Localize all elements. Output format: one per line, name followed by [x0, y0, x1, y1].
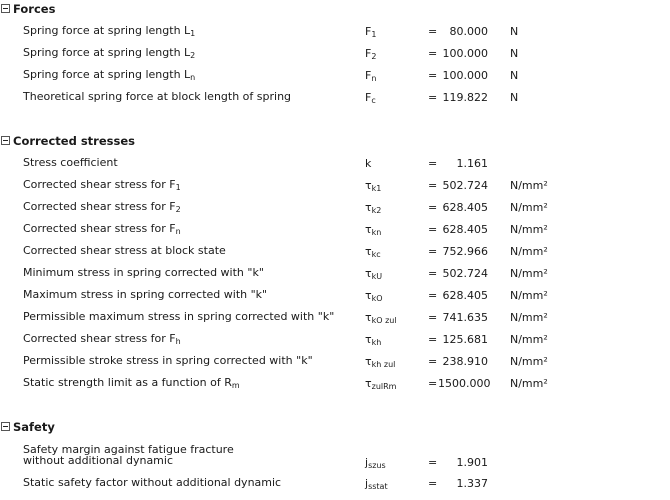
table-row	[0, 263, 670, 285]
table-row	[0, 65, 670, 87]
equals-sign: =	[428, 245, 438, 258]
table-row	[0, 87, 670, 109]
row-symbol: $\tau_{kn}$	[365, 223, 382, 237]
row-unit: N/mm²	[510, 245, 548, 258]
row-value: 741.635	[442, 311, 488, 324]
row-symbol: $\tau_{kh}$	[365, 333, 382, 347]
row-symbol: $\tau_{kO zul}$	[365, 311, 397, 325]
row-value: 628.405	[442, 223, 488, 236]
section-title: Forces	[13, 2, 56, 16]
row-symbol: $\tau_{kU}$	[365, 267, 383, 281]
row-symbol: $F_1$	[365, 25, 377, 39]
row-symbol: $\tau_{zulRm}$	[365, 377, 397, 391]
row-value: 502.724	[442, 179, 488, 192]
section-header-forces[interactable]	[0, 0, 670, 20]
row-label: Spring force at spring length Ln	[23, 68, 196, 82]
row-value: 100.000	[442, 69, 488, 82]
row-symbol: $F_c$	[365, 91, 376, 105]
table-row	[0, 43, 670, 65]
row-label: Minimum stress in spring corrected with "k"	[23, 266, 264, 279]
row-unit: N/mm²	[510, 201, 548, 214]
row-value: 80.000	[449, 25, 488, 38]
table-row	[0, 441, 670, 473]
equals-sign: =	[428, 25, 438, 38]
equals-sign: =	[428, 333, 438, 346]
row-value: 1500.000	[438, 377, 491, 390]
row-value: 502.724	[442, 267, 488, 280]
table-row	[0, 21, 670, 43]
section-corrected-stresses	[0, 132, 670, 394]
row-symbol: $\tau_{kO}$	[365, 289, 383, 303]
row-label: Spring force at spring length L2	[23, 46, 196, 60]
equals-sign: =	[428, 201, 438, 214]
row-value: 628.405	[442, 201, 488, 214]
row-value: 119.822	[442, 91, 488, 104]
row-label: Static safety factor without additional dynamic	[23, 476, 282, 489]
table-row	[0, 153, 670, 175]
section-header-corrected-stresses[interactable]	[0, 132, 670, 152]
row-value: 752.966	[442, 245, 488, 258]
row-unit: N/mm²	[510, 311, 548, 324]
row-symbol: $\tau_{kh zul}$	[365, 355, 396, 369]
row-value: 1.337	[456, 477, 488, 490]
row-label: Corrected shear stress for Fh	[23, 332, 181, 346]
row-unit: N/mm²	[510, 223, 548, 236]
row-label: Corrected shear stress at block state	[23, 244, 226, 257]
table-row	[0, 197, 670, 219]
row-label: Permissible stroke stress in spring corrected with "k"	[23, 354, 313, 367]
row-unit: N/mm²	[510, 179, 548, 192]
row-label: Maximum stress in spring corrected with "k"	[23, 288, 268, 301]
section-safety	[0, 418, 670, 492]
section-title: Safety	[13, 420, 55, 434]
equals-sign: =	[428, 377, 438, 390]
row-value: 125.681	[442, 333, 488, 346]
row-label: Safety margin against fatigue fracture without additional dynamic	[23, 443, 234, 467]
row-symbol: $\tau_{kc}$	[365, 245, 381, 259]
row-symbol: $F_2$	[365, 47, 377, 61]
table-row	[0, 351, 670, 373]
row-label: Corrected shear stress for F2	[23, 200, 181, 214]
table-row	[0, 175, 670, 197]
section-header-safety[interactable]	[0, 418, 670, 438]
row-symbol: $j_{sstat}$	[365, 477, 388, 491]
row-label: Corrected shear stress for Fn	[23, 222, 181, 236]
row-symbol: $\tau_{k1}$	[365, 179, 382, 193]
row-unit: N/mm²	[510, 377, 548, 390]
equals-sign: =	[428, 69, 438, 82]
table-row	[0, 473, 670, 495]
row-unit: N	[510, 91, 519, 104]
row-label: Spring force at spring length L1	[23, 24, 196, 38]
equals-sign: =	[428, 179, 438, 192]
row-value: 100.000	[442, 47, 488, 60]
row-symbol: k	[365, 157, 372, 170]
equals-sign: =	[428, 456, 438, 469]
equals-sign: =	[428, 157, 438, 170]
row-value: 628.405	[442, 289, 488, 302]
equals-sign: =	[428, 311, 438, 324]
table-row	[0, 329, 670, 351]
row-unit: N/mm²	[510, 289, 548, 302]
section-title: Corrected stresses	[13, 134, 135, 148]
row-label: Stress coefficient	[23, 156, 118, 169]
collapse-toggle-icon[interactable]	[1, 136, 10, 145]
row-unit: N/mm²	[510, 267, 548, 280]
collapse-toggle-icon[interactable]	[1, 4, 10, 13]
table-row	[0, 241, 670, 263]
row-label: Permissible maximum stress in spring corrected with "k"	[23, 310, 335, 323]
row-unit: N	[510, 47, 519, 60]
row-unit: N/mm²	[510, 355, 548, 368]
section-forces	[0, 0, 670, 108]
row-value: 1.901	[456, 456, 488, 469]
equals-sign: =	[428, 91, 438, 104]
equals-sign: =	[428, 477, 438, 490]
row-unit: N	[510, 69, 519, 82]
equals-sign: =	[428, 267, 438, 280]
table-row	[0, 285, 670, 307]
equals-sign: =	[428, 289, 438, 302]
row-label: Theoretical spring force at block length of spring	[23, 90, 292, 103]
row-symbol: $\tau_{k2}$	[365, 201, 382, 215]
row-unit: N/mm²	[510, 333, 548, 346]
row-unit: N	[510, 25, 519, 38]
row-label: Static strength limit as a function of Rm	[23, 376, 240, 390]
equals-sign: =	[428, 223, 438, 236]
collapse-toggle-icon[interactable]	[1, 422, 10, 431]
table-row	[0, 307, 670, 329]
equals-sign: =	[428, 47, 438, 60]
row-symbol: $F_n$	[365, 69, 377, 83]
table-row	[0, 219, 670, 241]
row-value: 1.161	[456, 157, 488, 170]
table-row	[0, 373, 670, 395]
row-label: Corrected shear stress for F1	[23, 178, 181, 192]
row-symbol: $j_{szus}$	[365, 456, 386, 470]
row-value: 238.910	[442, 355, 488, 368]
equals-sign: =	[428, 355, 438, 368]
